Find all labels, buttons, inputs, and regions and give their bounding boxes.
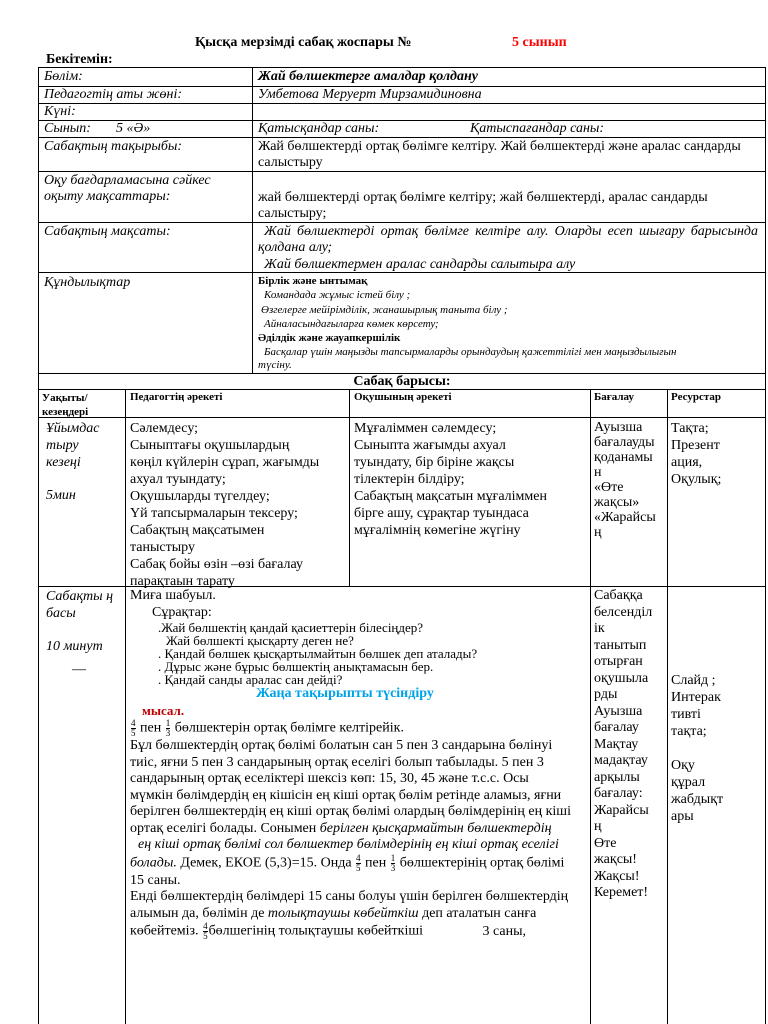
- present-label: Қатысқандар саны:: [258, 121, 380, 136]
- values-item-1: Командада жұмыс істей білу ;: [264, 289, 411, 301]
- stage2-assess-line: бағалау:: [594, 786, 643, 801]
- stage1-teacher-line: таныстыру: [130, 540, 195, 555]
- stage2-resource-line: тивті: [671, 707, 701, 722]
- rule-italic: ең кіші ортақ бөлімі сол бөлшектер бөлімдерінің ең кіші ортақ еселігі: [138, 837, 559, 852]
- topic-label: Сабақтың тақырыбы:: [44, 139, 183, 154]
- fraction-numerator: 4: [203, 921, 208, 931]
- objectives-value: жай бөлшектерді ортақ бөлімге келтіру; жай бөлшектерді, аралас сандарды салыстыру;: [258, 190, 708, 221]
- stage1-resources: [671, 420, 721, 488]
- stage2-assess-line: Ауызша: [594, 703, 643, 719]
- stage2-assess-line: Мақтау: [594, 736, 639, 752]
- stage2-time: [46, 588, 113, 678]
- teacher-value: Умбетова Меруерт Мирзамидиновна: [258, 87, 482, 102]
- stage2-assess-line: Жақсы!: [594, 868, 640, 884]
- conjunction: пен: [140, 720, 162, 736]
- stage2-assess-line: оқушыла: [594, 670, 649, 686]
- approval-label: Бекітемін:: [46, 52, 113, 67]
- stage2-assess-line: арқылы: [594, 769, 640, 785]
- grade-label: 5 сынып: [512, 35, 567, 50]
- stage1-resource-line: Презент: [671, 438, 720, 453]
- teacher-label: Педагогтің аты жөні:: [44, 87, 183, 102]
- fraction-4-5: [203, 922, 208, 941]
- question-item: .Жай бөлшектің қандай қасиеттерін білесіңдер?: [158, 620, 424, 635]
- fraction-denominator: 5: [203, 931, 208, 941]
- fraction-1-3: [391, 854, 396, 873]
- stage1-duration: 5мин: [46, 488, 76, 503]
- date-label: Күні:: [44, 104, 76, 119]
- paragraph-line: 15 саны.: [130, 872, 181, 888]
- stage1-teacher-line: Сабақ бойы өзін –өзі бағалау: [130, 557, 303, 572]
- paragraph-text: алымын да, бөлімін де: [130, 905, 265, 921]
- questions-title: Сұрақтар:: [152, 604, 212, 620]
- stage2-time-line: басы: [46, 606, 76, 621]
- stage2-assess-line: ік: [594, 621, 605, 636]
- stage2-assess-line: жақсы!: [594, 852, 637, 867]
- values-heading-2: Әділдік және жауапкершілік: [258, 332, 401, 344]
- rule-italic: берілген қысқармайтын бөлшектердің: [319, 820, 552, 836]
- paragraph-text: бөлшектерінің ортақ бөлімі: [399, 855, 565, 871]
- stage1-assess-line: қоданамы: [594, 450, 653, 465]
- example-label: мысал.: [142, 702, 185, 718]
- stage1-resource-line: Оқулық;: [671, 472, 722, 487]
- stage1-teacher-line: көңіл күйлерін сұрап, жағымды: [130, 455, 320, 470]
- example-text: бөлшектерін ортақ бөлімге келтірейік.: [174, 720, 404, 736]
- stage2-resource-line: құрал: [671, 775, 706, 790]
- stage2-assess-line: рды: [594, 687, 618, 702]
- stage2-resource-line: [671, 740, 723, 757]
- stage1-time-line: кезеңі: [46, 455, 81, 470]
- paragraph-line: Енді бөлшектердің бөлімдері 15 саны болуы үшін берілген бөлшектердің: [130, 889, 569, 904]
- paragraph-text: көбейтеміз.: [130, 923, 199, 939]
- stage2-assess-line: танытып: [594, 637, 647, 653]
- stage1-teacher-line: Сабақтың мақсатымен: [130, 523, 265, 538]
- paragraph-line: сандарының ортақ еселіктері шексіз көп: 15, 30, 45 және т.с.с. Осы: [130, 771, 529, 786]
- stage2-resource-line: Оқу: [671, 758, 695, 773]
- stage1-assess-line: жақсы»: [594, 495, 640, 510]
- header-time: Уақыты/ кезеңдері: [42, 392, 89, 418]
- stage1-student-line: тілектерін білдіру;: [354, 472, 465, 487]
- stage1-student-line: бірге ашу, сұрақтар туындаса: [354, 506, 529, 521]
- stage2-assess: [594, 588, 652, 902]
- aims-value-1: Жай бөлшектерді ортақ бөлімге келтіре алу. Оларды есеп шығару барысында қолдана алу;: [258, 224, 758, 255]
- values-heading-1: Бірлік және ынтымақ: [258, 275, 368, 287]
- stage2-resource-line: жабдықт: [671, 792, 724, 807]
- term-italic: толықтаушы көбейткіш: [267, 905, 419, 921]
- stage1-assess: [594, 420, 656, 540]
- paragraph-line: берілген бөлшектердің ең кіші ортақ бөлімі олардың бөлімдерінің ең кіші: [130, 804, 571, 819]
- stage2-assess-line: Сабаққа: [594, 588, 643, 603]
- paragraph-line: Бұл бөлшектердің ортақ бөлімі болатын сан 5 пен 3 сандарына бөлінуі: [130, 738, 553, 753]
- stage1-teacher-line: Сыныптағы оқушылардың: [130, 438, 290, 453]
- paragraph-line: [130, 922, 586, 941]
- question-item: Жай бөлшекті қысқарту деген не?: [166, 633, 354, 648]
- stage2-dash: —: [72, 662, 86, 677]
- values-item-4: Басқалар үшін маңызды тапсырмаларды орындаудың қажеттілігі мен маңыздылығын түсіну.: [258, 346, 677, 371]
- stage1-assess-line: ң: [594, 525, 602, 540]
- question-item: . Дұрыс және бұрыс бөлшектің анықтамасын бер.: [158, 659, 434, 674]
- stage1-assess-line: бағалауды: [594, 435, 655, 450]
- stage1-teacher-line: Үй тапсырмаларын тексеру;: [130, 506, 298, 521]
- paragraph-text: Демек, ЕКОЕ (5,3)=15. Онда: [180, 855, 352, 871]
- fraction-numerator: 1: [390, 852, 396, 863]
- stage2-resources: [671, 672, 723, 825]
- fraction-1-3: [166, 719, 171, 738]
- stage1-teacher-line: Сәлемдесу;: [130, 421, 199, 436]
- absent-label: Қатыспағандар саны:: [470, 121, 605, 136]
- plan-title: Қысқа мерзімді сабақ жоспары №: [195, 35, 412, 50]
- fraction-denominator: 3: [165, 728, 171, 738]
- values-item-2: Өзгелерге мейірімділік, жанашырлық таныта білу ;: [261, 304, 508, 316]
- paragraph-line: [130, 821, 586, 838]
- stage2-duration: 10 минут: [46, 639, 103, 654]
- stage2-time-line: Сабақты ң: [46, 589, 114, 604]
- stage2-resource-line: Слайд ;: [671, 673, 716, 688]
- fraction-denominator: 5: [356, 862, 361, 873]
- fraction-4-5: [356, 854, 361, 873]
- stage2-assess-line: Керемет!: [594, 885, 649, 900]
- paragraph-text: бөлшегінің толықтаушы көбейткіші: [208, 923, 424, 939]
- stage1-teacher-line: ахуал туындату;: [130, 472, 226, 487]
- paragraph-line: тиіс, яғни 5 пен 3 сандарының ортақ еселігі болып табылады. 5 пен 3: [130, 754, 544, 770]
- stage2-resource-line: Интерак: [671, 690, 721, 705]
- fraction-denominator: 5: [131, 728, 136, 738]
- paragraph-line: [130, 854, 586, 873]
- example-line: [130, 719, 586, 738]
- stage2-assess-line: бағалау: [594, 720, 639, 735]
- stage2-assess-line: ң: [594, 819, 602, 834]
- header-resources: Ресурстар: [671, 391, 721, 403]
- paragraph-line: [130, 906, 586, 923]
- stage1-teacher-line: парақтаын тарату: [130, 574, 235, 589]
- conjunction: пен: [365, 855, 387, 871]
- paragraph-text: ортақ еселігі болады. Сонымен: [130, 820, 317, 836]
- stage1-student-line: туындату, бір біріне жақсы: [354, 455, 515, 470]
- aims-value-2: Жай бөлшектермен аралас сандарды салытыра алу: [264, 257, 576, 272]
- stage1-assess-line: Ауызша: [594, 420, 643, 435]
- stage1-assess-line: «Өте: [594, 480, 624, 495]
- class-value: 5 «Ә»: [116, 121, 151, 136]
- header-student: Оқушының әрекеті: [354, 391, 452, 403]
- stage1-student-line: Мұғаліммен сәлемдесу;: [354, 421, 497, 436]
- brainstorm-label: Миға шабуыл.: [130, 588, 216, 603]
- class-label: Сынып:: [44, 121, 91, 136]
- stage2-resource-line: ары: [671, 809, 694, 824]
- stage1-assess-line: «Жарайсы: [594, 510, 656, 525]
- header-assess: Бағалау: [594, 391, 634, 403]
- fraction-4-5: [131, 719, 136, 738]
- new-topic-heading: Жаңа тақырыпты түсіндіру: [256, 686, 434, 701]
- objectives-label: Оқу бағдарламасына сәйкес оқыту мақсаттары:: [44, 173, 211, 204]
- fraction-numerator: 4: [356, 852, 361, 863]
- paragraph-line: мүмкін бөлімдердің ең кішісін ең кіші ортақ бөлім ретінде аламыз, яғни: [130, 787, 562, 803]
- stage1-resource-line: Тақта;: [671, 421, 709, 436]
- fraction-denominator: 3: [390, 862, 396, 873]
- question-item: . Қандай санды аралас сан дейді?: [158, 672, 343, 687]
- progress-title: Сабақ барысы:: [353, 374, 451, 389]
- stage1-teacher: [130, 420, 319, 590]
- stage2-teacher: [130, 588, 586, 941]
- stage2-assess-line: Өте: [594, 835, 617, 851]
- stage1-time-line: тыру: [46, 438, 79, 453]
- aims-label: Сабақтың мақсаты:: [44, 224, 171, 239]
- stage1-assess-line: н: [594, 465, 602, 480]
- fraction-numerator: 4: [131, 718, 136, 728]
- question-item: . Қандай бөлшек қысқартылмайтын бөлшек деп аталады?: [158, 646, 478, 661]
- stage1-student-line: Сыныпта жағымды ахуал: [354, 438, 506, 453]
- paragraph-text: 3 саны,: [482, 923, 527, 939]
- values-item-3: Айналасындағыларға көмек көрсету;: [264, 318, 439, 330]
- stage1-time: [46, 420, 100, 504]
- stage1-student-line: мұғалімнің көмегіне жүгіну: [354, 523, 521, 538]
- stage2-assess-line: мадақтау: [594, 753, 648, 768]
- header-teacher: Педагогтің әрекеті: [130, 391, 223, 403]
- stage2-assess-line: белсенділ: [594, 604, 653, 620]
- section-value: Жай бөлшектерге амалдар қолдану: [258, 69, 478, 84]
- stage2-resource-line: тақта;: [671, 724, 707, 739]
- stage1-time-line: Ұйымдас: [46, 421, 100, 436]
- fraction-numerator: 1: [165, 718, 171, 728]
- stage2-assess-line: отырған: [594, 654, 643, 669]
- stage2-assess-line: Жарайсы: [594, 802, 649, 818]
- topic-value: Жай бөлшектерді ортақ бөлімге келтіру. Жай бөлшектерді және аралас сандарды салыстыру: [258, 139, 741, 170]
- stage1-teacher-line: Оқушыларды түгелдеу;: [130, 489, 270, 504]
- paragraph-text: деп аталатын санға: [422, 905, 537, 921]
- stage1-student-line: Сабақтың мақсатын мұғаліммен: [354, 489, 547, 504]
- section-label: Бөлім:: [44, 69, 83, 84]
- values-label: Құндылықтар: [44, 275, 131, 290]
- stage1-resource-line: ация,: [671, 455, 703, 470]
- stage1-student: [354, 420, 547, 539]
- rule-italic: болады.: [130, 855, 177, 871]
